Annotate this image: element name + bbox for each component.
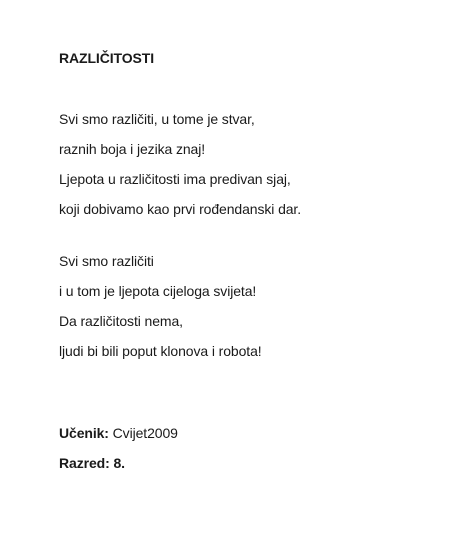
poem-line: raznih boja i jezika znaj! [59,141,206,157]
poem-line: Ljepota u različitosti ima predivan sjaj, [59,171,291,187]
student-line [59,422,452,444]
poem-line: Da različitosti nema, [59,313,183,329]
grade-line [59,452,452,474]
poem-title: RAZLIČITOSTI [59,50,154,66]
student-name: Cvijet2009 [112,425,178,441]
poem-line: Svi smo različiti [59,253,154,269]
poem-line: i u tom je ljepota cijeloga svijeta! [59,283,257,299]
poem-line: ljudi bi bili poput klonova i robota! [59,343,262,359]
grade-label: Razred: [59,455,110,471]
student-label: Učenik: [59,425,109,441]
stanza-1 [59,108,452,220]
document-page [59,47,452,482]
grade-value: 8. [113,455,125,471]
author-info [59,422,452,474]
poem-line: Svi smo različiti, u tome je stvar, [59,111,255,127]
poem-line: koji dobivamo kao prvi rođendanski dar. [59,201,302,217]
stanza-2 [59,250,452,362]
